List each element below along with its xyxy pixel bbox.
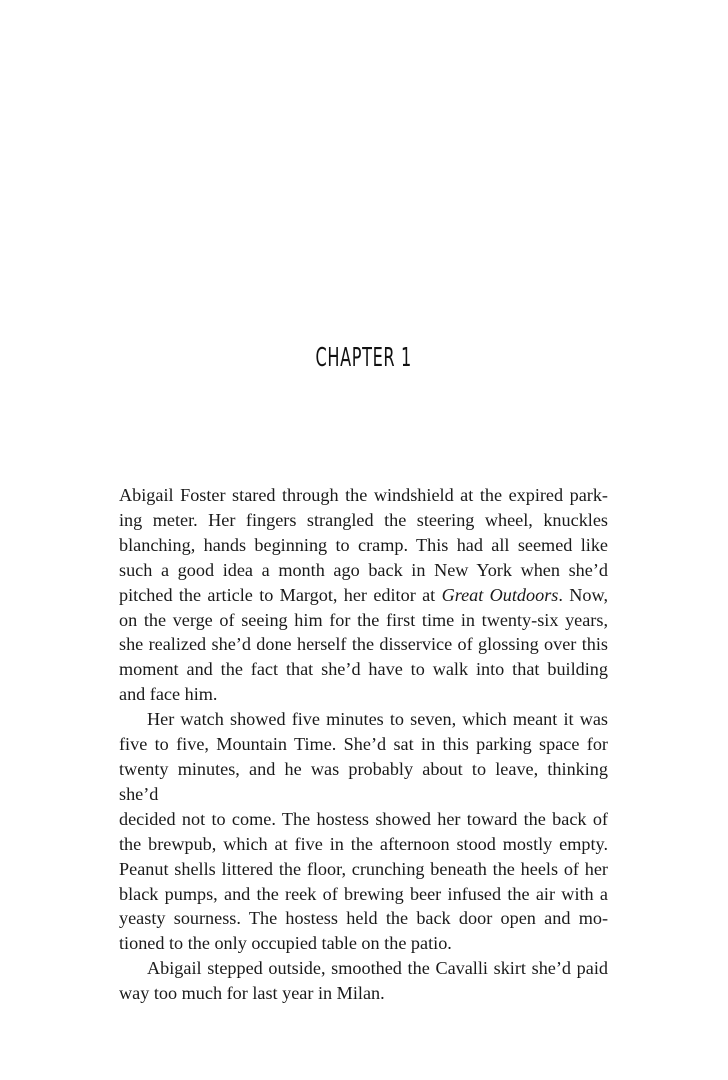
text-line: Her watch showed five minutes to seven, which meant it was bbox=[147, 709, 608, 730]
text-segment: . Now, bbox=[558, 584, 608, 605]
text-line: tioned to the only occupied table on the patio. bbox=[119, 933, 452, 954]
text-line: ing meter. Her fingers strangled the steering wheel, knuckles bbox=[119, 509, 608, 530]
text-line: Abigail stepped outside, smoothed the Cavalli skirt she’d paid bbox=[147, 958, 608, 979]
chapter-title: CHAPTER 1 bbox=[315, 343, 413, 373]
text-line: decided not to come. The hostess showed her toward the back of bbox=[119, 808, 608, 829]
text-line: yeasty sourness. The hostess held the back door open and mo- bbox=[119, 908, 608, 929]
text-line: five to five, Mountain Time. She’d sat in this parking space for bbox=[119, 734, 608, 755]
text-line: on the verge of seeing him for the first time in twenty-six years, bbox=[119, 609, 608, 630]
text-line: Peanut shells littered the floor, crunching beneath the heels of her bbox=[119, 858, 608, 879]
text-line: Abigail Foster stared through the windshield at the expired park- bbox=[119, 485, 608, 505]
chapter-heading bbox=[0, 343, 728, 373]
text-line: such a good idea a month ago back in New York when she’d bbox=[119, 559, 608, 580]
text-line: black pumps, and the reek of brewing beer infused the air with a bbox=[119, 883, 608, 904]
text-line: blanching, hands beginning to cramp. This had all seemed like bbox=[119, 534, 608, 555]
chapter-body bbox=[119, 483, 608, 1006]
text-line: moment and the fact that she’d have to walk into that building bbox=[119, 659, 608, 680]
text-line: she realized she’d done herself the disservice of glossing over this bbox=[119, 634, 608, 655]
text-line: the brewpub, which at five in the afternoon stood mostly empty. bbox=[119, 833, 608, 854]
text-line: twenty minutes, and he was probably about to leave, thinking she’d bbox=[119, 758, 608, 804]
text-line: way too much for last year in Milan. bbox=[119, 983, 385, 1004]
text-line bbox=[119, 583, 608, 608]
text-segment: pitched the article to Margot, her editor at bbox=[119, 584, 442, 605]
text-line: and face him. bbox=[119, 684, 218, 705]
magazine-title: Great Outdoors bbox=[441, 584, 559, 605]
